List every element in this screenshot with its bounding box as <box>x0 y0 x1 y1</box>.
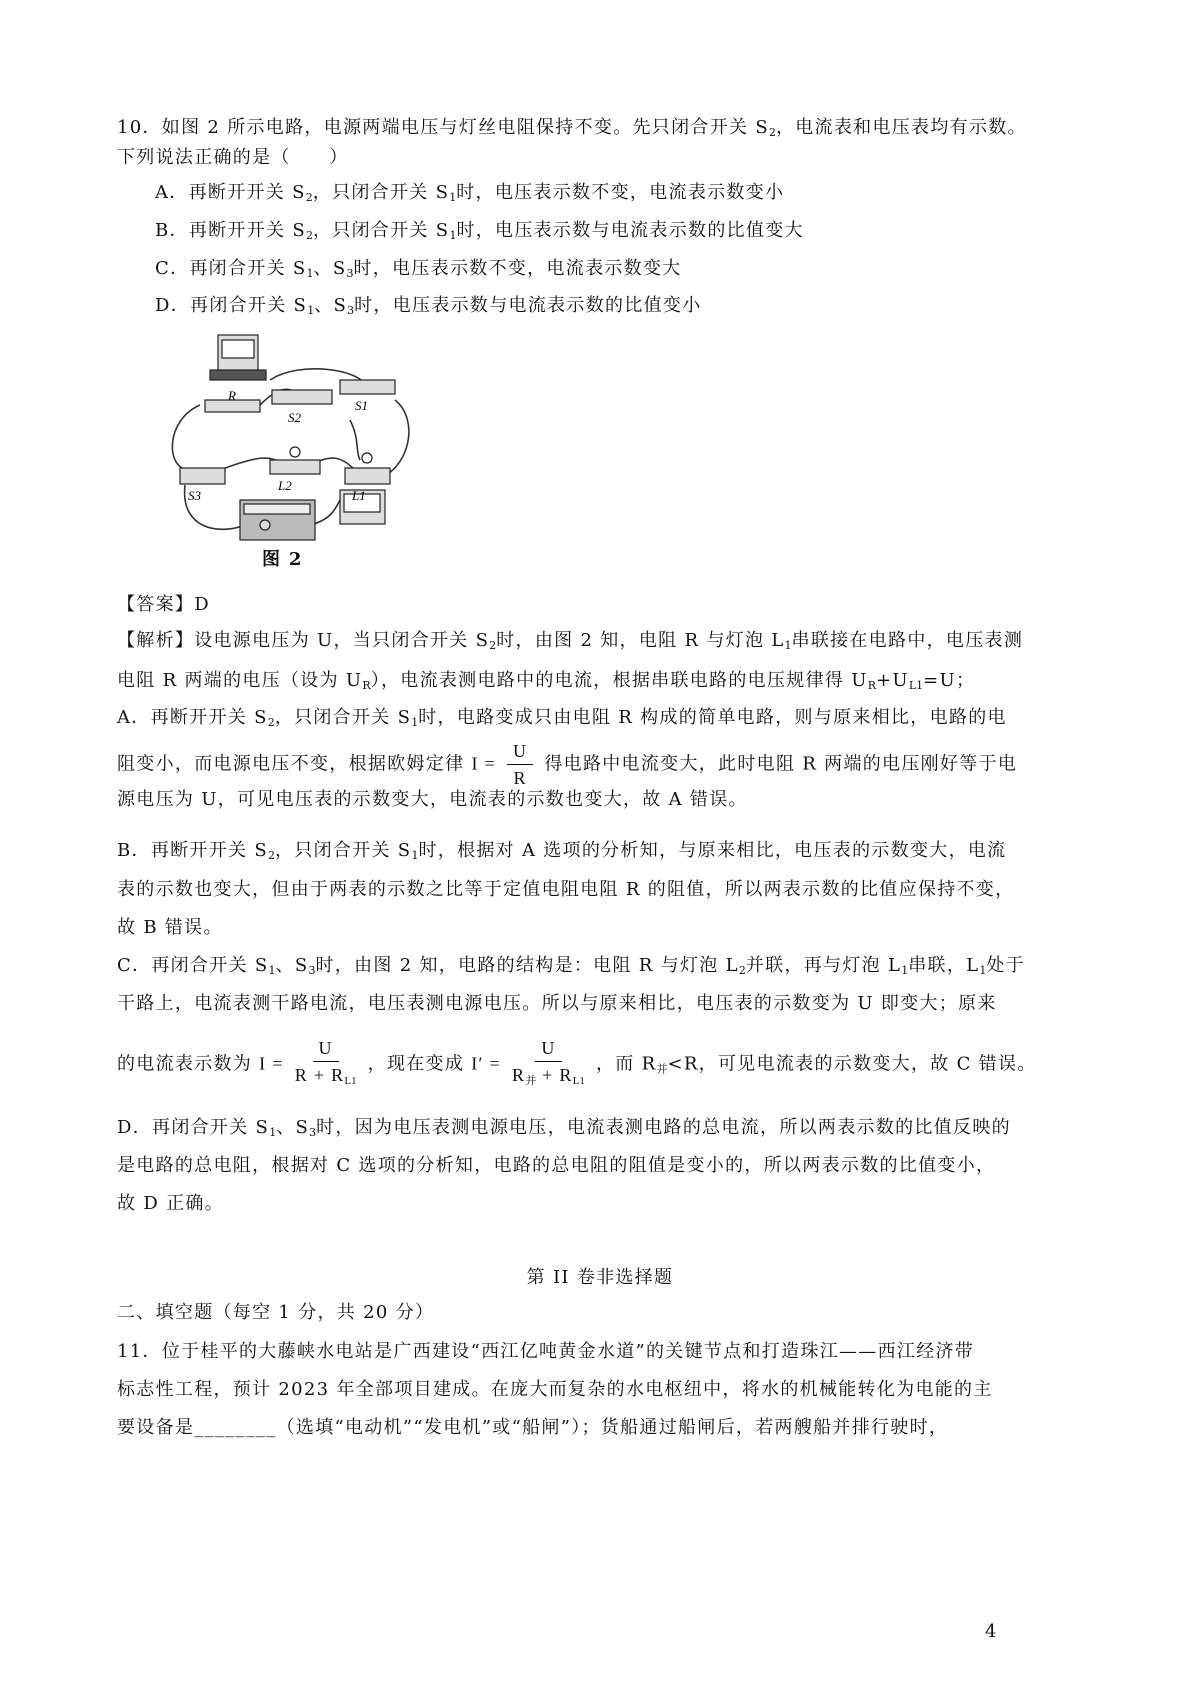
label-l2: L2 <box>278 478 292 493</box>
text: ，现在变成 <box>367 1053 465 1075</box>
text: ，而 R <box>595 1053 657 1075</box>
den-text: R <box>512 1065 526 1085</box>
text: 时，电压表示数与电流表示数的比值变小 <box>354 295 702 316</box>
text: 10．如图 2 所示电路，电源两端电压与灯丝电阻保持不变。先只闭合开关 S <box>117 117 769 138</box>
analysis-d2 <box>117 1154 995 1178</box>
text: 串联接在电路中，电压表测 <box>791 630 1024 651</box>
denominator <box>512 1062 585 1094</box>
denominator <box>295 1062 357 1094</box>
den-text: + R <box>536 1065 573 1085</box>
q11-line-1 <box>117 1340 974 1364</box>
text: 表的示数也变大，但由于两表的示数之比等于定值电阻电阻 R 的阻值，所以两表示数的比值应保持不变， <box>117 879 1015 900</box>
den-sub: L1 <box>344 1075 357 1087</box>
text: 故 B 错误。 <box>117 917 223 938</box>
analysis-1 <box>117 629 1023 658</box>
sub: 并 <box>656 1062 668 1076</box>
text: ，只闭合开关 S <box>274 707 412 728</box>
q10-stem <box>117 116 1027 145</box>
numerator: U <box>535 1035 561 1062</box>
analysis-d3 <box>117 1192 224 1216</box>
analysis-b2 <box>117 878 1014 902</box>
subscript: 1 <box>979 964 987 977</box>
text: ，只闭合开关 S <box>312 182 450 203</box>
circuit-figure <box>160 330 410 545</box>
text: D．再闭合开关 S <box>155 295 308 316</box>
text: B．再断开开关 S <box>155 220 306 241</box>
text: 得电路中电流变大，此时电阻 R 两端的电压刚好等于电 <box>544 753 1018 775</box>
subscript: 1 <box>306 267 314 280</box>
text: C．再闭合开关 S <box>117 955 269 976</box>
text: C．再闭合开关 S <box>155 258 307 279</box>
text: <R，可见电流表的示数变大，故 C 错误。 <box>667 1053 1037 1075</box>
option-d <box>155 294 702 323</box>
equation-lhs: I = <box>471 753 496 774</box>
text: +U <box>875 670 909 691</box>
subscript: 2 <box>267 716 275 729</box>
label-s1: S1 <box>355 398 368 413</box>
text: A．再断开开关 S <box>155 182 306 203</box>
subscript: 2 <box>267 849 275 862</box>
section-title: 第 II 卷非选择题 <box>526 1267 674 1288</box>
analysis-c1 <box>117 954 1025 983</box>
analysis-a2 <box>117 738 1017 791</box>
section-part: 二、填空题（每空 1 分，共 20 分） <box>117 1302 435 1323</box>
subscript: 1 <box>268 964 276 977</box>
subscript: 2 <box>305 191 313 204</box>
subscript: 1 <box>901 964 909 977</box>
text: 、S <box>314 295 348 316</box>
denominator: R <box>513 768 527 788</box>
text: 时，电压表示数不变，电流表示数变小 <box>456 182 785 203</box>
q11-line-3 <box>117 1416 948 1440</box>
text: 时，电压表示数不变，电流表示数变大 <box>353 258 682 279</box>
subscript: 3 <box>347 304 355 317</box>
equation-lhs: I′ = <box>471 1053 501 1074</box>
fraction-original-current <box>295 1035 357 1094</box>
text: 时，由图 2 知，电路的结构是：电阻 R 与灯泡 L <box>315 955 739 976</box>
q11-line-2 <box>117 1378 993 1402</box>
label-l1: L1 <box>352 488 366 503</box>
fraction-new-current <box>512 1035 585 1094</box>
text: 11．位于桂平的大藤峡水电站是广西建设“西江亿吨黄金水道”的关键节点和打造珠江——西江经济带 <box>117 1341 975 1362</box>
text: 、S <box>313 258 347 279</box>
subscript: 2 <box>738 964 746 977</box>
analysis-a3 <box>117 788 748 812</box>
text: 时，电压表示数与电流表示数的比值变大 <box>456 220 804 241</box>
text: 干路上，电流表测干路电流，电压表测电源电压。所以与原来相比，电压表的示数变为 U 即变大；原来 <box>117 993 997 1014</box>
text: ，只闭合开关 S <box>312 220 450 241</box>
text: 、S <box>276 1117 310 1138</box>
subscript: 1 <box>449 229 457 242</box>
den-sub: 并 <box>525 1075 537 1087</box>
analysis-a1 <box>117 706 1007 735</box>
text: 【解析】设电源电压为 U，当只闭合开关 S <box>117 630 490 651</box>
text: 要设备是________（选填“电动机”“发电机”或“船闸”）；货船通过船闸后，若两艘船并排行驶时， <box>117 1417 949 1438</box>
text: =U； <box>923 670 976 691</box>
subscript: 3 <box>308 964 316 977</box>
subscript: 1 <box>307 304 315 317</box>
label-r: R <box>228 388 236 403</box>
text: 并联，再与灯泡 L <box>745 955 902 976</box>
label-s2: S2 <box>288 410 301 425</box>
text: 、S <box>275 955 309 976</box>
numerator: U <box>313 1035 339 1062</box>
text: 标志性工程，预计 2023 年全部项目建成。在庞大而复杂的水电枢纽中，将水的机械能转化为电能的主 <box>117 1379 993 1400</box>
analysis-c2 <box>117 992 997 1016</box>
subscript: 1 <box>411 849 419 862</box>
subscript: 1 <box>269 1126 277 1139</box>
subscript: 3 <box>309 1126 317 1139</box>
den-sub: L1 <box>572 1075 585 1087</box>
text: 故 D 正确。 <box>117 1193 224 1214</box>
text: B．再断开开关 S <box>117 840 268 861</box>
analysis-b1 <box>117 839 1006 868</box>
text: 源电压为 U，可见电压表的示数变大，电流表的示数也变大，故 A 错误。 <box>117 789 748 810</box>
text: 是电路的总电阻，根据对 C 选项的分析知，电路的总电阻的阻值是变小的，所以两表示数的比值变小， <box>117 1155 996 1176</box>
option-b <box>155 219 804 248</box>
text: 【答案】D <box>117 594 210 615</box>
subscript: 3 <box>346 267 354 280</box>
analysis-2 <box>117 669 975 698</box>
text: A．再断开开关 S <box>117 707 268 728</box>
text: 处于 <box>986 955 1025 976</box>
subscript: 1 <box>411 716 419 729</box>
text: 时，由图 2 知，电阻 R 与灯泡 L <box>496 630 785 651</box>
den-text: R + R <box>294 1065 345 1085</box>
text: 时，根据对 A 选项的分析知，与原来相比，电压表的示数变大，电流 <box>418 840 1007 861</box>
q10-stem-2 <box>117 146 349 170</box>
option-a <box>155 181 784 210</box>
text: 串联，L <box>908 955 980 976</box>
text: ），电流表测电路中的电流，根据串联电路的电压规律得 U <box>370 670 868 691</box>
subscript: 2 <box>768 126 776 139</box>
answer <box>117 593 210 617</box>
analysis-d1 <box>117 1116 1011 1145</box>
subscript: 1 <box>449 191 457 204</box>
text: 电阻 R 两端的电压（设为 U <box>117 670 363 691</box>
text: 阻变小，而电源电压不变，根据欧姆定律 <box>117 753 465 775</box>
fraction-u-over-r <box>507 738 533 791</box>
text: 时，因为电压表测电源电压，电流表测电路的总电流，所以两表示数的比值反映的 <box>316 1117 1011 1138</box>
text: 下列说法正确的是（ ） <box>117 147 349 168</box>
subscript: L1 <box>908 679 924 692</box>
figure-caption: 图 2 <box>262 549 303 570</box>
subscript: 1 <box>784 639 792 652</box>
subscript: R <box>867 679 876 692</box>
equation-lhs: I = <box>259 1053 284 1074</box>
option-c <box>155 257 682 286</box>
numerator: U <box>507 738 533 765</box>
subscript: 2 <box>305 229 313 242</box>
text: ，只闭合开关 S <box>274 840 412 861</box>
subscript: 2 <box>489 639 497 652</box>
text: ，电流表和电压表均有示数。 <box>775 117 1027 138</box>
page-number: 4 <box>985 1621 998 1642</box>
analysis-c3 <box>117 1035 1037 1094</box>
label-s3: S3 <box>188 488 201 503</box>
subscript: R <box>362 679 371 692</box>
text: D．再闭合开关 S <box>117 1117 270 1138</box>
text: 的电流表示数为 <box>117 1053 253 1075</box>
analysis-b3 <box>117 916 223 940</box>
text: 时，电路变成只由电阻 R 构成的简单电路，则与原来相比，电路的电 <box>418 707 1007 728</box>
